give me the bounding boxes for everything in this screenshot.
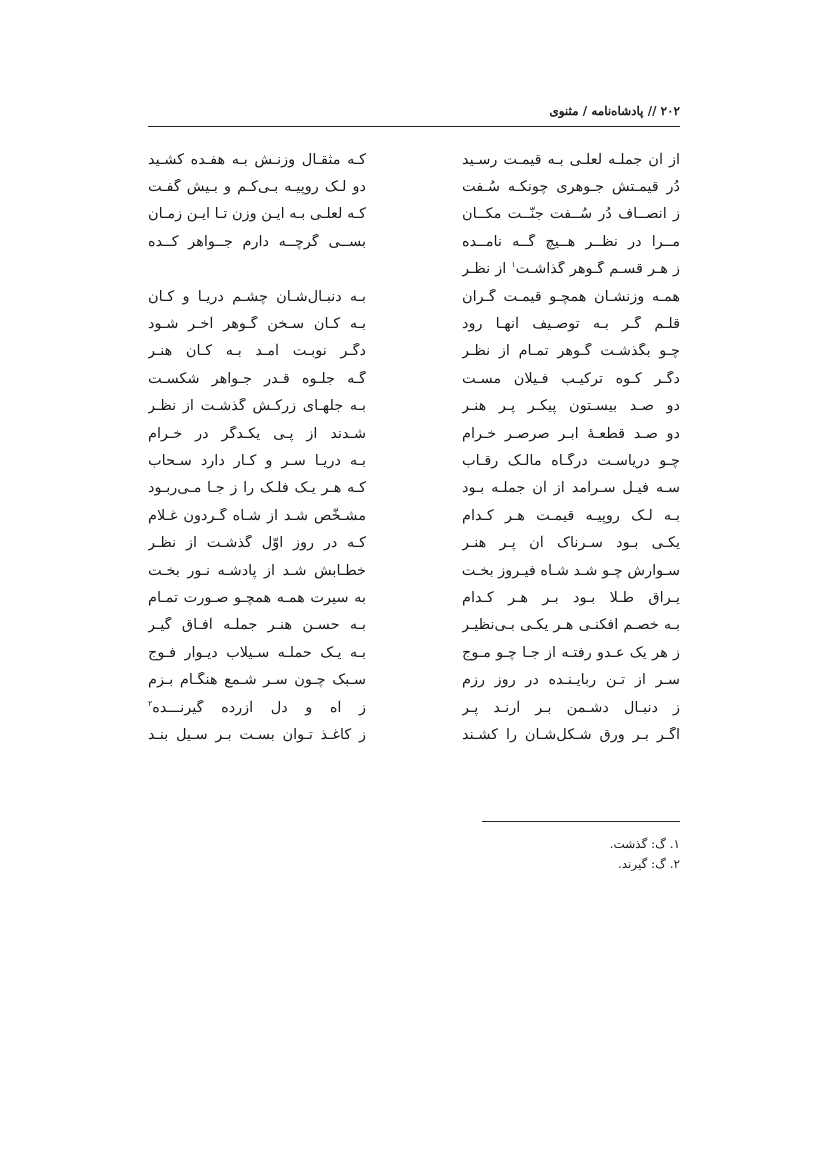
hemistich-second: کـه در روز اوّل گذشـت از نظـر	[148, 535, 366, 552]
couplet	[148, 475, 680, 502]
poem	[148, 146, 680, 749]
couplet	[148, 639, 680, 666]
hemistich-first: ز دنبـال دشـمن بـر آرنـد پـر	[462, 699, 680, 716]
hemistich-first: دگـر کـوه ترکیـب فـیلان مسـت	[462, 370, 680, 387]
hemistich-second: مشـخّص شـد از شـاه گـردون غـلام	[148, 507, 366, 524]
hemistich-second: کـه لعلـی بـه ایـن وزن تـا ایـن زمـان	[148, 206, 366, 223]
hemistich-second: بـه دریـا سـر و کـار دارد سـحاب	[148, 452, 366, 469]
running-head: ۲۰۲ // پادشاه‌نامه / مثنوی	[549, 104, 680, 118]
hemistich-first: قلـم گـر بـه توصـیف آنهـا رود	[462, 316, 680, 333]
footnote-marker-1: ۱	[511, 261, 516, 270]
couplet	[148, 721, 680, 748]
hemistich-first: یـراق طـلا بـود بـر هـر کـدام	[462, 589, 680, 606]
hemistich-first: چـو بگذشـت گـوهر تمـام از نظـر	[462, 343, 680, 360]
hemistich-second: به سیرت همـه همچـو صـورت تمـام	[148, 589, 366, 606]
hemistich-first: همـه وزنشـان همچـو قیمـت گـران	[462, 288, 680, 305]
hemistich-first: دو صـد قطعـهٔ ابـر صرصـر خـرام	[462, 425, 680, 442]
couplet	[148, 584, 680, 611]
hemistich-second: بـه دنبـال‌شـان چشـم دریـا و کـان	[148, 288, 366, 305]
couplet	[148, 146, 680, 173]
hemistich-second: کـه مثقـال وزنـش بـه هفـده کشـید	[148, 151, 366, 168]
hemistich-first-part-a: ز هـر قسـم گـوهر گذاشـت	[515, 261, 680, 278]
couplet	[148, 447, 680, 474]
hemistich-second: کـه هـر یـک فلـک را ز جـا مـی‌ربـود	[148, 480, 366, 497]
couplet	[148, 557, 680, 584]
couplet	[148, 201, 680, 228]
hemistich-first: بـه خصـم افکنـی هـر یکـی بـی‌نظیـر	[462, 617, 680, 634]
hemistich-second: شـدند از پـی یکـدگر در خـرام	[148, 425, 366, 442]
hemistich-first: دو صـد بیسـتون پیکـر پـر هنـر	[462, 398, 680, 415]
hemistich-second: بـه یـک حملـه سـیلاب دیـوار فـوج	[148, 644, 366, 661]
hemistich-first: مــرا در نظــر هــیچ گــه نامــده	[462, 233, 680, 250]
couplet	[148, 365, 680, 392]
couplet	[148, 173, 680, 200]
couplet	[148, 283, 680, 310]
hemistich-second: دو لـک روپیـه بـی‌کـم و بـیش گفـت	[148, 179, 366, 196]
hemistich-second: ز کاغـذ تـوان بسـت بـر سـیل بنـد	[148, 726, 366, 743]
couplet	[148, 529, 680, 556]
footnote-rule	[482, 821, 680, 822]
footnote-1: ۱. گ: گذشت.	[609, 837, 680, 851]
hemistich-first: سـر از تـن ربایـنـده در روز رزم	[462, 672, 680, 689]
hemistich-second: بـه حسـن هنـر جملـه آفـاق گیـر	[148, 617, 366, 634]
couplet	[148, 310, 680, 337]
couplet	[148, 393, 680, 420]
hemistich-second: بـه جلهـای زرکـش گذشـت از نظـر	[148, 398, 366, 415]
footnote-marker-2: ۲	[148, 699, 153, 708]
hemistich-first: اگـر بـر ورق شـکل‌شـان را کشـند	[462, 726, 680, 743]
couplet	[148, 338, 680, 365]
couplet	[148, 228, 680, 255]
hemistich-first: سـوارش چـو شـد شـاه فیـروز بخـت	[462, 562, 680, 579]
hemistich-first	[462, 261, 680, 277]
couplet	[148, 502, 680, 529]
couplet	[148, 612, 680, 639]
header-rule	[148, 126, 680, 127]
footnote-2: ۲. گ: گیرند.	[617, 857, 680, 871]
couplet	[148, 666, 680, 693]
hemistich-first: ز انصــاف دُر سُــفت جنّــت مکــان	[462, 206, 680, 223]
couplet	[148, 694, 680, 721]
couplet	[148, 256, 680, 283]
hemistich-second: دگـر نوبـت آمـد بـه کـان هنـر	[148, 343, 366, 360]
footnotes	[440, 834, 680, 874]
hemistich-second: بســی گرچــه دارم جــواهر کــده	[148, 233, 366, 250]
hemistich-first: دُر قیمـتش جـوهری چونکـه سُـفت	[462, 179, 680, 196]
hemistich-first: چـو دریاسـت درگـاه مالـک رقـاب	[462, 452, 680, 469]
hemistich-first: از آن جملـه لعلـی بـه قیمـت رسـید	[462, 151, 680, 168]
hemistich-first: یکـی بـود سـرناک آن پـر هنـر	[462, 535, 680, 552]
hemistich-first: سـه فیـل سـرآمد از آن جملـه بـود	[462, 480, 680, 497]
hemistich-second: بـه کـان سـخن گـوهر آخـر شـود	[148, 316, 366, 333]
hemistich-second	[148, 700, 366, 716]
hemistich-first: ز هر یک عـدو رفتـه از جـا چـو مـوج	[462, 644, 680, 661]
hemistich-second: گـه جلـوه قـدر جـواهر شکسـت	[148, 370, 366, 387]
couplet	[148, 420, 680, 447]
hemistich-second: سـبک چـون سـر شـمع هنگـام بـزم	[148, 672, 366, 689]
hemistich-second: خطـابش شـد از پادشـه نـور بخـت	[148, 562, 366, 579]
hemistich-first: بـه لـک روپیـه قیمـت هـر کـدام	[462, 507, 680, 524]
hemistich-second-text: ز آه و دل آزرده گیرنـــده	[152, 699, 366, 716]
hemistich-first-part-b: از نظـر	[462, 261, 507, 278]
